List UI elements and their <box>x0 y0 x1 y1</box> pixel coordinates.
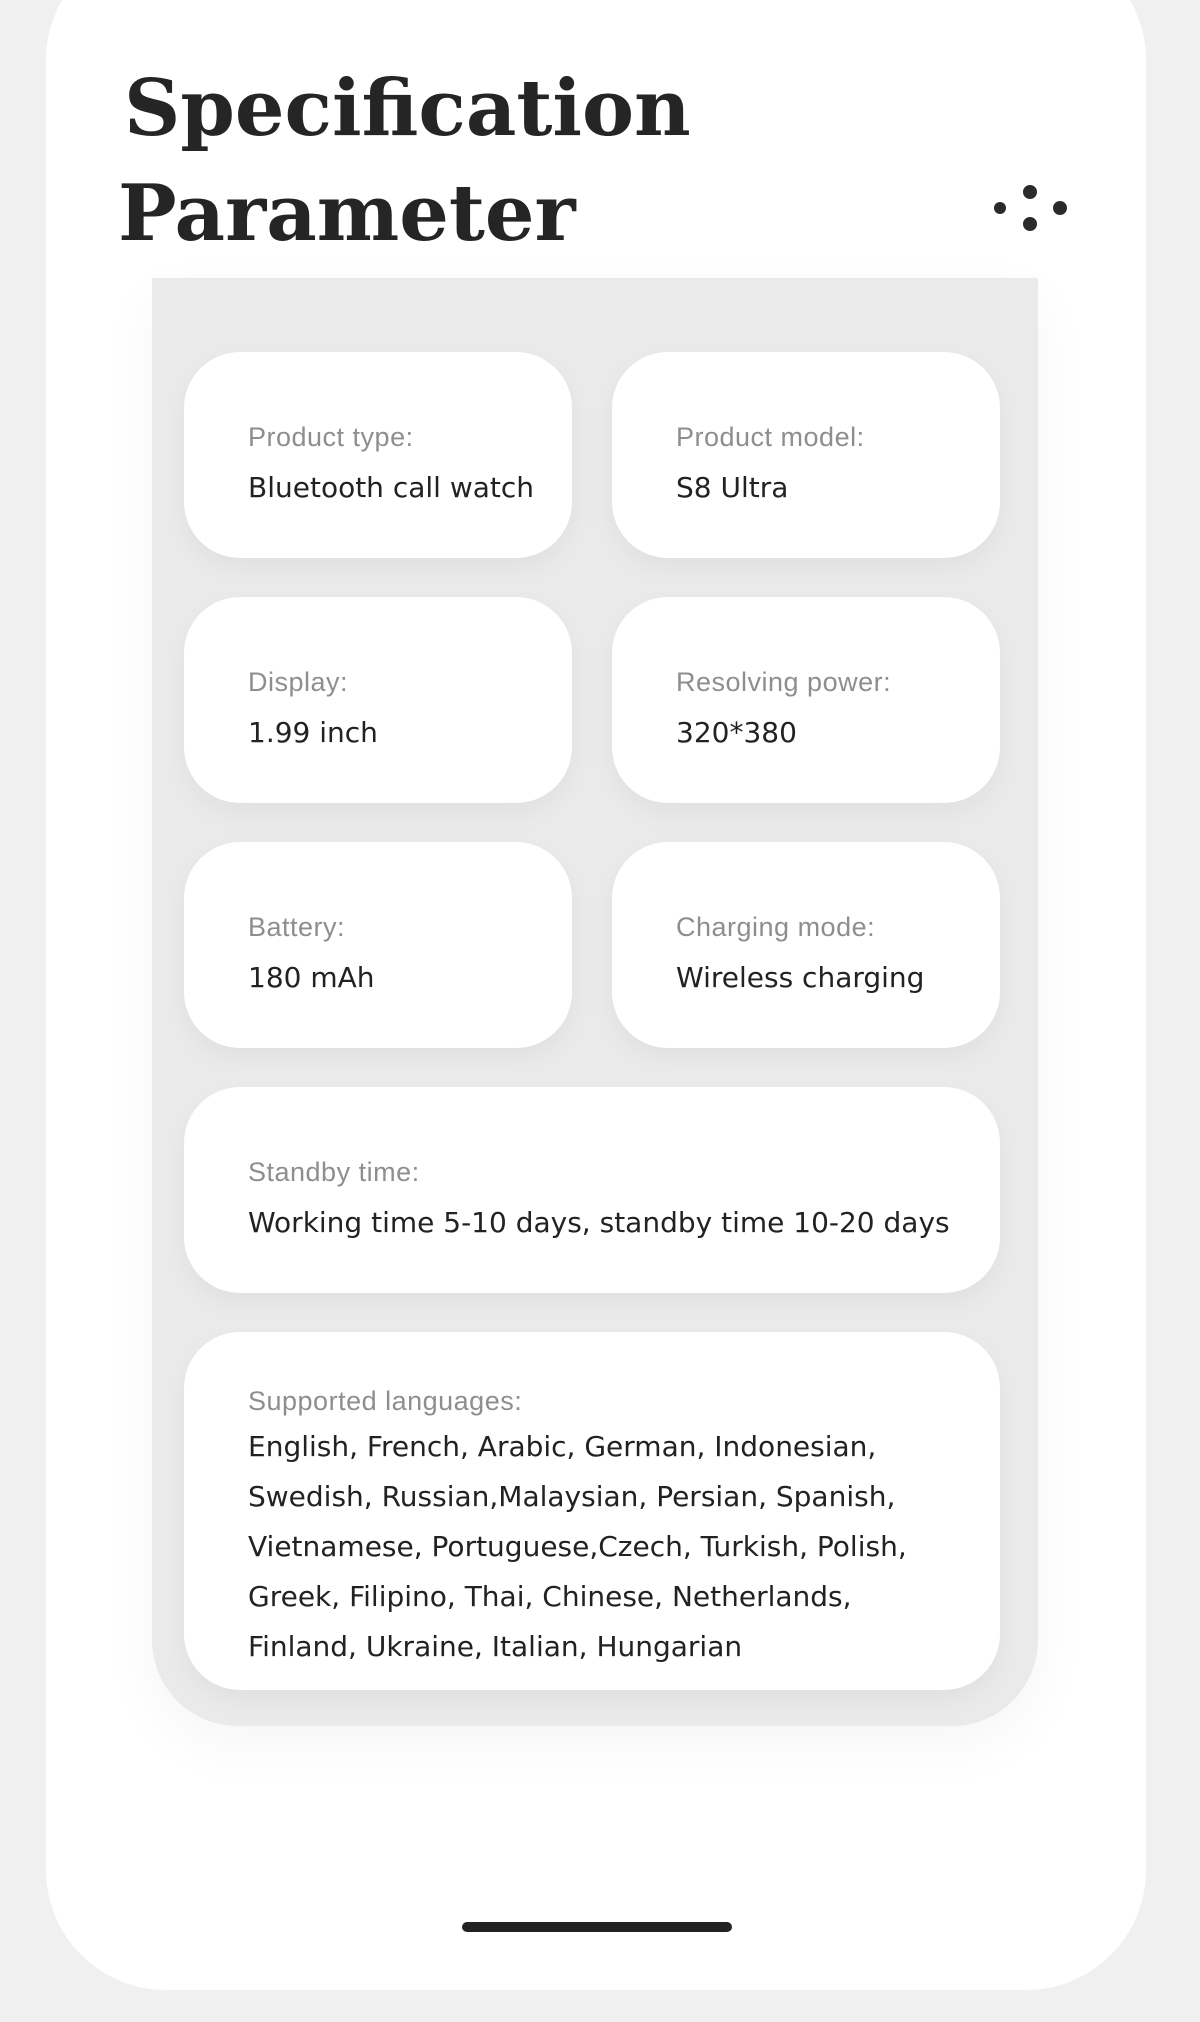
spec-card-supported-languages <box>184 1332 1000 1690</box>
spec-card-product-type <box>184 352 572 558</box>
spec-value: Wireless charging <box>676 961 925 994</box>
spec-label: Product type: <box>248 422 414 452</box>
spec-value: S8 Ultra <box>676 471 789 504</box>
spec-value: Working time 5-10 days, standby time 10-20 days <box>248 1206 950 1239</box>
spec-value: 320*380 <box>676 716 797 749</box>
spec-label: Resolving power: <box>676 667 892 697</box>
spec-value: English, French, Arabic, German, Indonesian, Swedish, Russian,Malaysian, Persian, Spanish, Vietnamese, Portuguese,Czech, Turkish, Polish, Greek, Filipino, Thai, Chinese, Netherlands, Finland, Ukraine, Italian, Hungarian <box>248 1430 907 1663</box>
spec-card-standby-time <box>184 1087 1000 1293</box>
spec-label: Supported languages: <box>248 1386 523 1416</box>
spec-value: 180 mAh <box>248 961 375 994</box>
spec-card-charging-mode <box>612 842 1000 1048</box>
spec-card-product-model <box>612 352 1000 558</box>
spec-card-display <box>184 597 572 803</box>
spec-label: Display: <box>248 667 349 697</box>
spec-label: Battery: <box>248 912 346 942</box>
spec-value: 1.99 inch <box>248 716 378 749</box>
page-title-line-2: Parameter <box>118 168 576 259</box>
dots-cluster-icon[interactable] <box>990 184 1070 234</box>
spec-label: Standby time: <box>248 1157 420 1187</box>
spec-label: Charging mode: <box>676 912 876 942</box>
spec-label: Product model: <box>676 422 865 452</box>
spec-card-resolving-power <box>612 597 1000 803</box>
home-indicator[interactable] <box>462 1922 732 1932</box>
spec-card-battery <box>184 842 572 1048</box>
page-title-line-1: Specification <box>124 63 691 154</box>
spec-value: Bluetooth call watch <box>248 471 535 504</box>
